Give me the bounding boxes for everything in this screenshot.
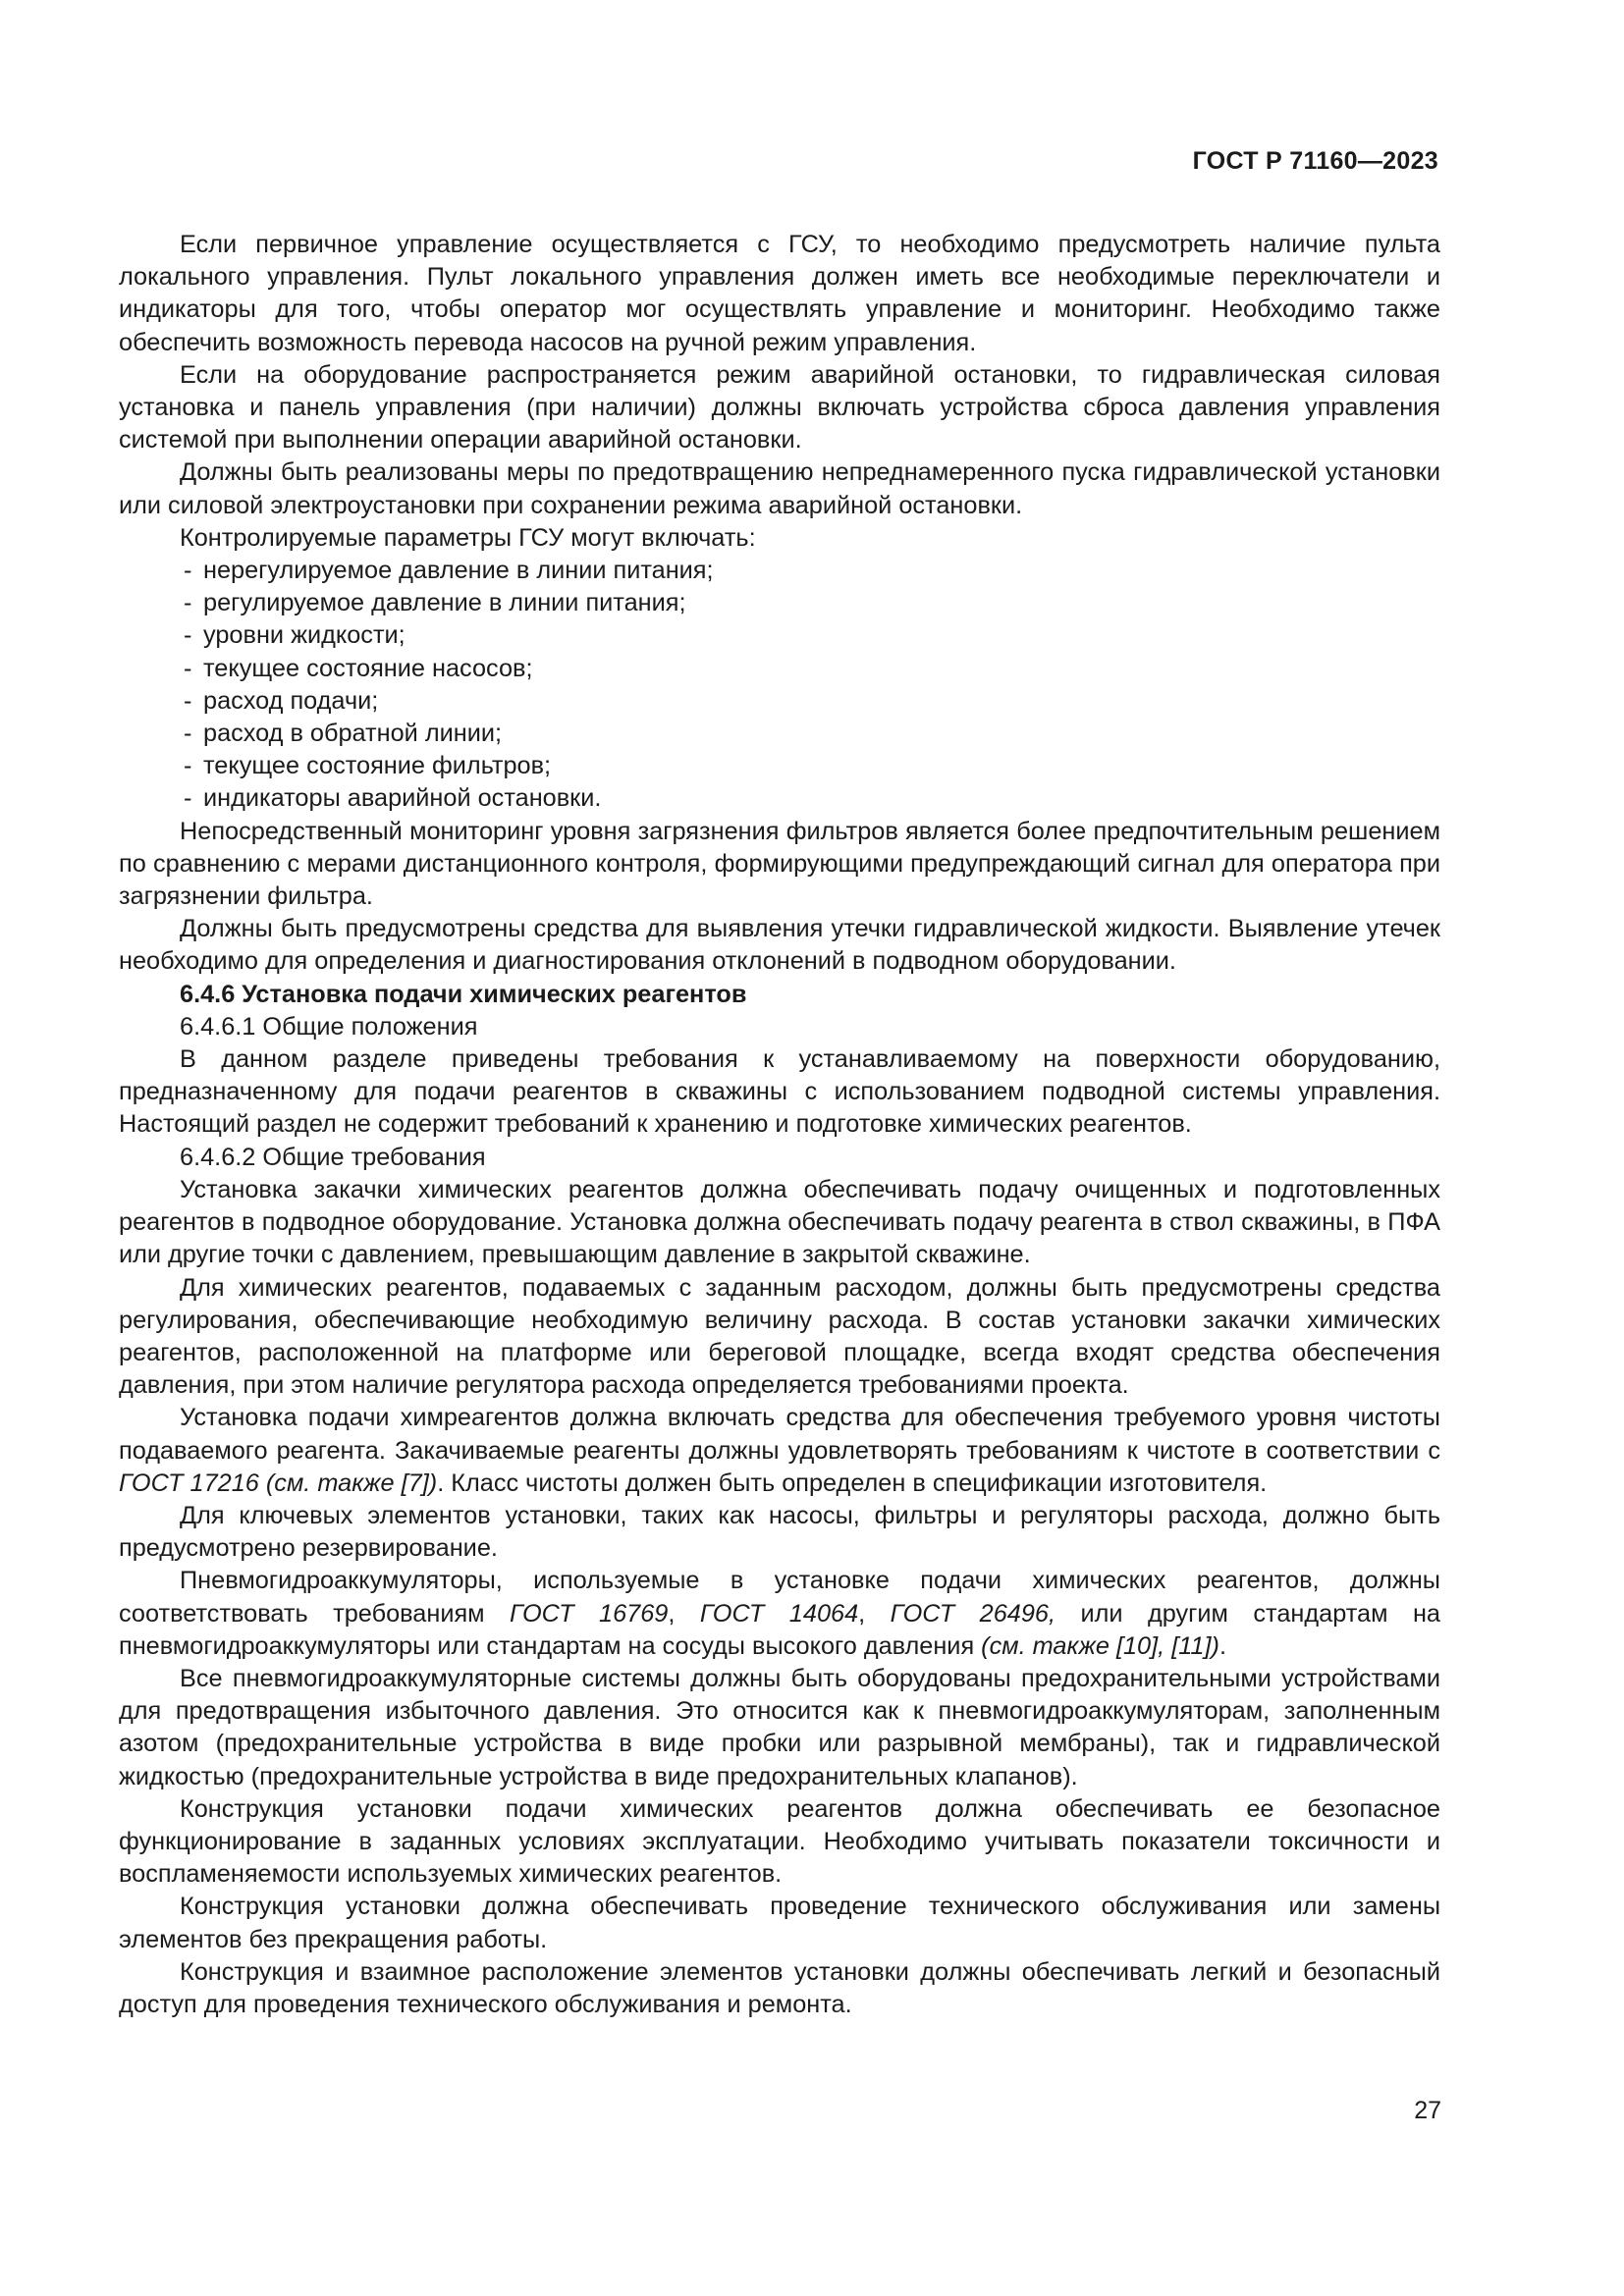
standard-reference: ГОСТ 16769 [510,1599,669,1628]
document-header: ГОСТ Р 71160—2023 [1192,147,1438,175]
paragraph: Должны быть предусмотрены средства для выявления утечки гидравлической жидкости. Выявление утечек необходимо для определения и диагностирования отклонений в подводном оборудовании. [119,915,1440,976]
list-dash: - [184,784,192,813]
paragraph: Все пневмогидроаккумуляторные системы должны быть оборудованы предохранительными устройствами для предотвращения избыточного давления. Это относится как к пневмогидроаккумуляторам, заполненным азотом (предохранительные устройства в виде пробки или разрывной мембраны), так и гидравлической жидкостью (предохранительные устройства в виде предохранительных клапанов). [119,1664,1440,1790]
list-item [184,750,1440,782]
list-item [184,718,1440,750]
paragraph: Должны быть реализованы меры по предотвращению непреднамеренного пуска гидравлической установки или силовой электроустановки при сохранении режима аварийной остановки. [119,458,1440,519]
paragraph-text: . Класс чистоты должен быть определен в спецификации изготовителя. [437,1468,1268,1497]
paragraph: Установка закачки химических реагентов должна обеспечивать подачу очищенных и подготовленных реагентов в подводное оборудование. Установка должна обеспечивать подачу реагента в ствол скважины, в ПФА или другие точки с давлением, превышающим давление в закрытой скважине. [119,1175,1440,1269]
paragraph: Непосредственный мониторинг уровня загрязнения фильтров является более предпочтительным решением по сравнению с мерами дистанционного контроля, формирующими предупреждающий сигнал для оператора при загрязнении фильтра. [119,817,1440,911]
standard-reference: ГОСТ 26496, [890,1599,1056,1628]
list-dash: - [184,589,192,617]
list-dash: - [184,654,192,682]
paragraph-text: Установка подачи химреагентов должна включать средства для обеспечения требуемого уровня чистоты подаваемого реагента. Закачиваемые реагенты должны удовлетворять требованиям к чистоте в соответствии с [119,1404,1440,1465]
list-dash: - [184,686,192,715]
paragraph-text: . [1218,1631,1226,1660]
paragraph: Контролируемые параметры ГСУ могут включать: [180,523,756,552]
paragraph: Конструкция установки должна обеспечивать проведение технического обслуживания или замены элементов без прекращения работы. [119,1893,1440,1953]
paragraph: В данном разделе приведены требования к устанавливаемому на поверхности оборудованию, предназначенному для подачи реагентов в скважины с использованием подводной системы управления. Настоящий раздел не содержит требований к хранению и подготовке химических реагентов. [119,1045,1440,1139]
list-item [184,587,1440,619]
paragraph: Для ключевых элементов установки, таких как насосы, фильтры и регуляторы расхода, должно быть предусмотрено резервирование. [119,1501,1440,1563]
list-item [184,555,1440,587]
separator: , [668,1599,700,1628]
list-item-text: текущее состояние насосов; [203,654,533,682]
page-number: 27 [1414,2097,1441,2124]
list-item [184,653,1440,685]
section-heading: 6.4.6 Установка подачи химических реагентов [180,980,747,1008]
paragraph [119,1565,1440,1663]
list-dash: - [184,621,192,650]
standard-reference: ГОСТ 14064 [699,1599,859,1628]
paragraph: Конструкция и взаимное расположение элементов установки должны обеспечивать легкий и безопасный доступ для проведения технического обслуживания и ремонта. [119,1957,1440,2018]
paragraph-text: или другим стандартам на пневмогидроаккумуляторы или стандартам на сосуды высокого давления [119,1599,1440,1660]
paragraph-text: Пневмогидроаккумуляторы, используемые в установке подачи химических реагентов, должны соответствовать требованиям [119,1567,1440,1628]
list-item [184,619,1440,652]
subsection-title: 6.4.6.1 Общие положения [180,1012,478,1041]
subsection-title: 6.4.6.2 Общие требования [180,1143,486,1171]
paragraph: Для химических реагентов, подаваемых с заданным расходом, должны быть предусмотрены средства регулирования, обеспечивающие необходимую величину расхода. В состав установки закачки химических реагентов, расположенной на платформе или береговой площадке, всегда входят средства обеспечения давления, при этом наличие регулятора расхода определяется требованиями проекта. [119,1273,1440,1400]
list-dash: - [184,557,192,585]
list-item-text: расход в обратной линии; [203,720,502,748]
list-item [184,685,1440,718]
list-dash: - [184,720,192,748]
list-dash: - [184,752,192,780]
list-item-text: расход подачи; [203,686,379,715]
list-item-text: текущее состояние фильтров; [203,752,552,780]
parameter-list [119,555,1440,816]
paragraph [119,1402,1440,1500]
standard-reference: (см. также [10], [11]) [981,1631,1219,1660]
list-item-text: регулируемое давление в линии питания; [203,589,686,617]
paragraph: Если первичное управление осуществляется с ГСУ, то необходимо предусмотреть наличие пульта локального управления. Пульт локального управления должен иметь все необходимые переключатели и индикаторы для того, чтобы оператор мог осуществлять управление и мониторинг. Необходимо также обеспечить возможность перевода насосов на ручной режим управления. [119,231,1440,356]
list-item-text: нерегулируемое давление в линии питания; [203,557,714,585]
separator: , [858,1599,891,1628]
list-item [184,782,1440,815]
document-body [119,229,1440,2021]
paragraph: Конструкция установки подачи химических реагентов должна обеспечивать ее безопасное функционирование в заданных условиях эксплуатации. Необходимо учитывать показатели токсичности и воспламеняемости используемых химических реагентов. [119,1794,1440,1889]
paragraph: Если на оборудование распространяется режим аварийной остановки, то гидравлическая силовая установка и панель управления (при наличии) должны включать устройства сброса давления управления системой при выполнении операции аварийной остановки. [119,360,1440,454]
list-item-text: уровни жидкости; [203,621,406,650]
list-item-text: индикаторы аварийной остановки. [203,784,602,813]
standard-reference: ГОСТ 17216 (см. также [7]) [119,1468,438,1497]
